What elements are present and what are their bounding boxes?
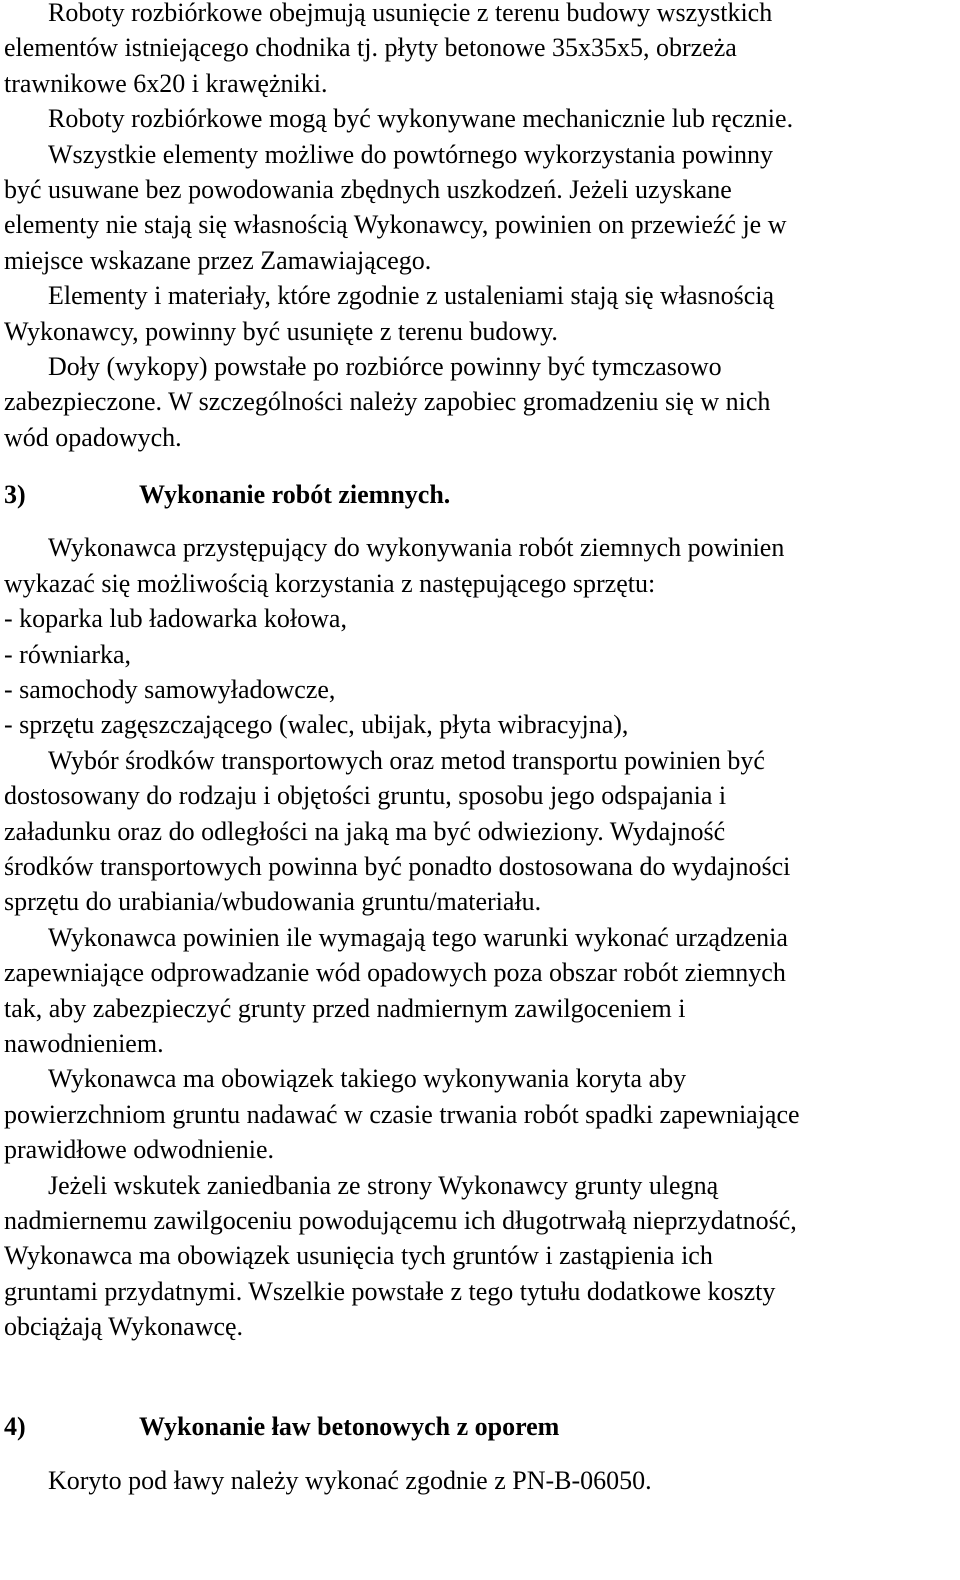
list-item: - sprzętu zagęszczającego (walec, ubijak, płyta wibracyjna), — [4, 710, 629, 740]
list-item: - koparka lub ładowarka kołowa, — [4, 604, 347, 634]
text-line: wykazać się możliwością korzystania z następującego sprzętu: — [4, 568, 656, 598]
paragraph-trough-slopes — [4, 1061, 956, 1167]
text-line: Wykonawcy, powinny być usunięte z terenu budowy. — [4, 316, 558, 346]
text-line: nawodnieniem. — [4, 1028, 164, 1058]
text-line: Roboty rozbiórkowe obejmują usunięcie z terenu budowy wszystkich — [48, 0, 773, 27]
text-line: sprzętu do urabiania/wbudowania gruntu/materiału. — [4, 887, 542, 917]
text-line: Jeżeli wskutek zaniedbania ze strony Wykonawcy grunty ulegną — [48, 1170, 719, 1200]
paragraph-pits-protection — [4, 349, 956, 455]
text-line: wód opadowych. — [4, 422, 182, 452]
text-line: Roboty rozbiórkowe mogą być wykonywane mechanicznie lub ręcznie. — [48, 104, 794, 134]
text-line: Wszystkie elementy możliwe do powtórnego wykorzystania powinny — [48, 139, 773, 169]
equipment-list — [4, 601, 956, 743]
text-line: elementów istniejącego chodnika tj. płyty betonowe 35x35x5, obrzeża — [4, 33, 737, 63]
list-item: - równiarka, — [4, 639, 132, 669]
document-page — [4, 0, 956, 1498]
text-line: Elementy i materiały, które zgodnie z ustaleniami stają się własnością — [48, 281, 775, 311]
paragraph-reusable-elements — [4, 137, 956, 279]
text-line: być usuwane bez powodowania zbędnych uszkodzeń. Jeżeli uzyskane — [4, 174, 732, 204]
text-line: Wykonawca ma obowiązek takiego wykonywania koryta aby — [48, 1064, 687, 1094]
text-line: tak, aby zabezpieczyć grunty przed nadmiernym zawilgoceniem i — [4, 993, 686, 1023]
paragraph-transport — [4, 743, 956, 920]
text-line: Wykonawca ma obowiązek usunięcia tych gruntów i zastąpienia ich — [4, 1241, 713, 1271]
section-title: Wykonanie ław betonowych z oporem — [139, 1412, 560, 1442]
text-line: nadmiernemu zawilgoceniu powodującemu ich długotrwałą nieprzydatność, — [4, 1205, 797, 1235]
text-line: dostosowany do rodzaju i objętości gruntu, sposobu jego odspajania i — [4, 781, 727, 811]
paragraph-earthworks-equipment — [4, 530, 956, 601]
list-item: - samochody samowyładowcze, — [4, 675, 336, 705]
text-line: załadunku oraz do odległości na jaką ma być odwieziony. Wydajność — [4, 816, 726, 846]
text-line: gruntami przydatnymi. Wszelkie powstałe z tego tytułu dodatkowe koszty — [4, 1276, 776, 1306]
text-line: elementy nie stają się własnością Wykonawcy, powinien on przewieźć je w — [4, 210, 787, 240]
text-line: Doły (wykopy) powstałe po rozbiórce powinny być tymczasowo — [48, 351, 722, 381]
text-line: zabezpieczone. W szczególności należy zapobiec gromadzeniu się w nich — [4, 387, 771, 417]
section-3-heading — [4, 477, 956, 512]
text-line: prawidłowe odwodnienie. — [4, 1135, 275, 1165]
text-line: obciążają Wykonawcę. — [4, 1312, 244, 1342]
text-line: Wykonawca przystępujący do wykonywania robót ziemnych powinien — [48, 533, 785, 563]
section-number: 4) — [4, 1412, 26, 1442]
text-line: miejsce wskazane przez Zamawiającego. — [4, 245, 432, 275]
text-line: Wykonawca powinien ile wymagają tego warunki wykonać urządzenia — [48, 922, 788, 952]
text-line: Wybór środków transportowych oraz metod transportu powinien być — [48, 745, 765, 775]
paragraph-demolition-method — [4, 101, 956, 136]
text-line: powierzchniom gruntu nadawać w czasie trwania robót spadki zapewniające — [4, 1099, 800, 1129]
paragraph-trough-standard — [4, 1463, 956, 1498]
paragraph-demolition-scope — [4, 0, 956, 101]
paragraph-contractor-property — [4, 278, 956, 349]
paragraph-soil-replacement — [4, 1168, 956, 1345]
text-line: zapewniające odprowadzanie wód opadowych poza obszar robót ziemnych — [4, 958, 786, 988]
text-line: trawnikowe 6x20 i krawężniki. — [4, 68, 328, 98]
text-line: Koryto pod ławy należy wykonać zgodnie z PN-B-06050. — [48, 1465, 652, 1495]
section-4-heading — [4, 1409, 956, 1444]
section-title: Wykonanie robót ziemnych. — [139, 480, 451, 510]
paragraph-drainage-devices — [4, 920, 956, 1062]
text-line: środków transportowych powinna być ponadto dostosowana do wydajności — [4, 851, 791, 881]
section-number: 3) — [4, 480, 26, 510]
